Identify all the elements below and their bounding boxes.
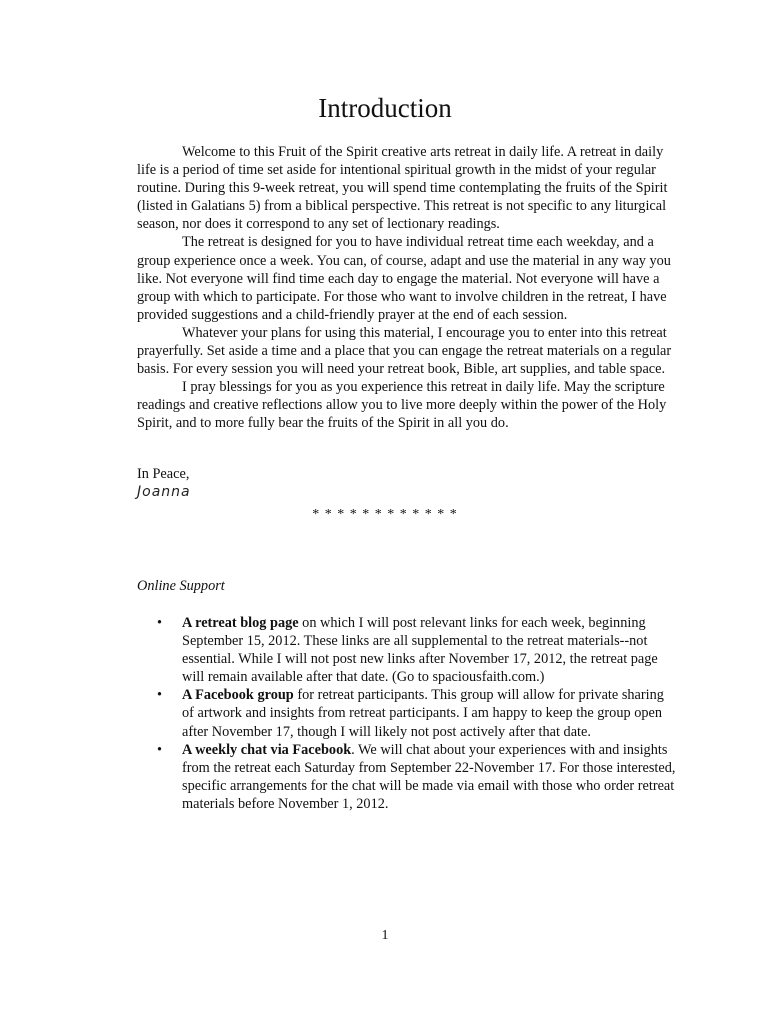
intro-paragraph-3: Whatever your plans for using this material, I encourage you to enter into this retreat prayerfully. Set aside a time and a place that you can engage the retreat materials on a regular basis. For every session you will need your retreat book, Bible, art supplies, and table space. xyxy=(137,324,672,378)
bullet-icon: • xyxy=(157,615,163,631)
page-number: 1 xyxy=(381,928,389,943)
intro-paragraph-2: The retreat is designed for you to have individual retreat time each weekday, and a group experience once a week. You can, of course, adapt and use the material in any way you like. Not everyone will find time each day to engage the material. Not everyone will have a group with which to participate. For those who want to involve children in the retreat, I have provided suggestions and a child-friendly prayer at the end of each session. xyxy=(137,234,671,323)
online-support-heading: Online Support xyxy=(137,578,225,594)
intro-paragraph-4: I pray blessings for you as you experience this retreat in daily life. May the scripture readings and creative reflections allow you to live more deeply within the power of the Holy Spirit, and to more fully bear the fruits of the Spirit in all you do. xyxy=(137,379,667,432)
list-item xyxy=(137,614,677,686)
list-item-title: A retreat blog page xyxy=(182,615,299,631)
list-item-title: A Facebook group xyxy=(182,687,294,704)
bullet-icon: • xyxy=(157,687,163,704)
list-item xyxy=(137,741,677,813)
online-support-list xyxy=(137,614,677,813)
intro-paragraph-1: Welcome to this Fruit of the Spirit creative arts retreat in daily life. A retreat in daily life is a period of time set aside for intentional spiritual growth in the midst of your regular routine. During this 9-week retreat, you will spend time contemplating the fruits of the Spirit (listed in Galatians 5) from a biblical perspective. This retreat is not specific to any liturgical season, nor does it correspond to any set of lectionary readings. xyxy=(137,144,668,233)
section-separator: * * * * * * * * * * * * xyxy=(312,507,458,522)
list-item-text: on which I will post relevant links for each week, beginning September 15, 2012. These links are all supplemental to the retreat materials--not essential. While I will not post new links after November 17, 2012, the retreat page will remain available after that date. (Go to spaciousfaith.com.) xyxy=(182,615,658,686)
list-item-title: A weekly chat via Facebook xyxy=(182,741,352,758)
list-item-text: for retreat participants. This group will allow for private sharing of artwork and insights from retreat participants. I am happy to keep the group open after November 17, though I will likely not post actively after that date. xyxy=(182,687,664,740)
list-item-text: . We will chat about your experiences with and insights from the retreat each Saturday from September 22-November 17. For those interested, specific arrangements for the chat will be made via email with those who order retreat materials before November 1, 2012. xyxy=(182,741,676,812)
signature: Joanna xyxy=(137,484,191,500)
page-title: Introduction xyxy=(318,93,452,123)
intro-body xyxy=(137,143,685,433)
bullet-icon: • xyxy=(157,741,163,758)
list-item xyxy=(137,686,677,740)
closing-salutation: In Peace, xyxy=(137,466,190,482)
